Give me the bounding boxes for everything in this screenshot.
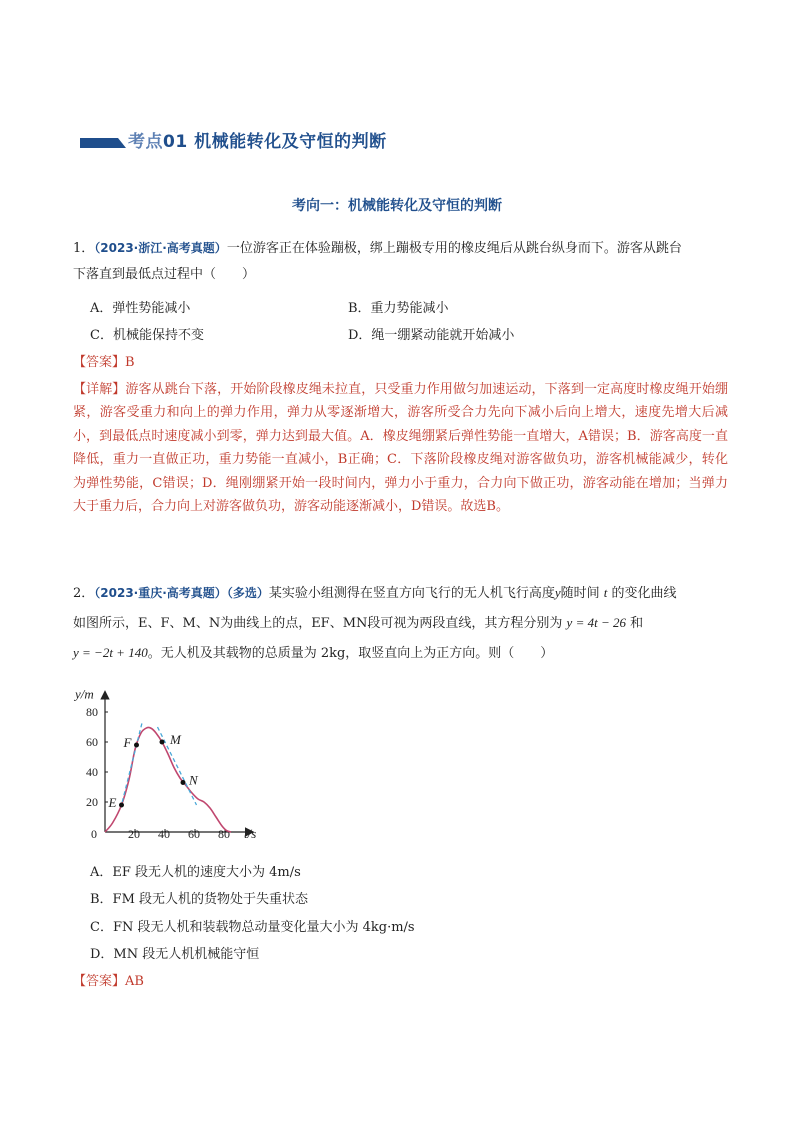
q1-number: 1．	[73, 241, 95, 256]
heading-slash-icon	[118, 138, 126, 148]
q1-answer-label: 【答案】	[73, 355, 126, 370]
q2-var-y: y	[554, 585, 561, 600]
q1-option-d[interactable]: D．绳一绷紧动能就开始减小	[348, 328, 515, 343]
q1-detail	[73, 378, 728, 518]
q2-answer-value: AB	[125, 974, 144, 989]
q2-source: （2023·重庆·高考真题）	[94, 586, 227, 600]
q2-stem-line2: 如图所示，E、F、M、N为曲线上的点，EF、MN段可视为两段直线，其方程分别为	[73, 616, 563, 631]
point-e	[119, 803, 124, 808]
x-tick-label: 0	[91, 827, 97, 841]
q1-stem-line1: 一位游客正在体验蹦极，绑上蹦极专用的橡皮绳后从跳台纵身而下。游客从跳台	[226, 241, 682, 256]
q1-option-b[interactable]: B．重力势能减小	[348, 301, 449, 316]
q1-option-a[interactable]: A．弹性势能减小	[90, 301, 191, 316]
q2-tag: （多选）	[226, 586, 269, 600]
heading-bar-icon	[80, 138, 118, 148]
q2-stem-line3: 。无人机及其载物的总质量为 2kg，取竖直向上为正方向。则（ ）	[147, 646, 554, 661]
point-label-m: M	[170, 732, 181, 747]
point-n	[181, 780, 186, 785]
q1-detail-label: 【详解】	[73, 382, 126, 397]
q2-stem-c: 的变化曲线	[611, 586, 677, 601]
q2-option-c[interactable]: C．FN 段无人机和装载物总动量变化量大小为 4kg·m/s	[90, 920, 415, 935]
y-tick-label: 60	[86, 735, 98, 749]
y-tick-label: 20	[86, 795, 98, 809]
y-tick-label: 80	[86, 705, 98, 719]
y-tick-label: 40	[86, 765, 98, 779]
q2-number: 2．	[73, 586, 95, 601]
section-title-text: 机械能转化及守恒的判断	[194, 132, 387, 152]
q1-stem	[73, 235, 723, 288]
x-axis-label: t/s	[244, 826, 257, 841]
q2-eq1: y = 4t − 26	[566, 615, 626, 630]
q1-answer-value: B	[125, 355, 135, 370]
q2-stem-a: 某实验小组测得在竖直方向飞行的无人机飞行高度	[268, 586, 555, 601]
q2-stem	[73, 578, 723, 668]
q2-and: 和	[630, 616, 644, 631]
point-m	[160, 740, 165, 745]
subsection-title: 考向一：机械能转化及守恒的判断	[292, 198, 502, 214]
section-title	[128, 127, 387, 152]
q2-var-t: t	[603, 585, 608, 600]
point-f	[134, 743, 139, 748]
q1-answer	[73, 352, 135, 374]
x-tick-label: 80	[218, 827, 230, 841]
x-tick-label: 60	[188, 827, 200, 841]
q1-stem-line2: 下落直到最低点过程中（ ）	[73, 267, 256, 282]
q2-answer-label: 【答案】	[73, 974, 126, 989]
x-tick-label: 40	[158, 827, 170, 841]
q2-option-b[interactable]: B．FM 段无人机的货物处于失重状态	[90, 892, 309, 907]
section-heading	[80, 127, 387, 152]
q2-eq2: y = −2t + 140	[73, 645, 148, 660]
q1-option-c[interactable]: C．机械能保持不变	[90, 328, 204, 343]
point-label-e: E	[108, 795, 117, 810]
q2-stem-b: 随时间	[560, 586, 600, 601]
q2-answer	[73, 971, 144, 993]
section-badge: 考点	[128, 132, 163, 152]
section-number: 01	[163, 132, 188, 152]
y-axis-label: y/m	[75, 686, 94, 702]
q1-source: （2023·浙江·高考真题）	[94, 241, 227, 255]
height-time-chart	[70, 672, 290, 852]
point-label-f: F	[123, 735, 132, 750]
point-label-n: N	[189, 772, 198, 788]
q2-option-a[interactable]: A．EF 段无人机的速度大小为 4m/s	[90, 865, 301, 880]
q1-detail-text: 游客从跳台下落，开始阶段橡皮绳未拉直，只受重力作用做匀加速运动，下落到一定高度时橡皮绳开始绷紧，游客受重力和向上的弹力作用，弹力从零逐渐增大，游客所受合力先向下减小后向上增大，速度先增大后减小，到最低点时速度减小到零，弹力达到最大值。A．橡皮绳绷紧后弹性势能一直增大，A错误；B．游客高度一直降低，重力一直做正功，重力势能一直减小，B正确；C．下落阶段橡皮绳对游客做负功，游客机械能减少，转化为弹性势能，C错误；D．绳刚绷紧开始一段时间内，弹力小于重力，合力向下做正功，游客动能在增加；当弹力大于重力后，合力向上对游客做负功，游客动能逐渐减小，D错误。故选B。	[73, 382, 728, 515]
x-tick-label: 20	[128, 827, 140, 841]
q2-option-d[interactable]: D．MN 段无人机机械能守恒	[90, 947, 260, 962]
